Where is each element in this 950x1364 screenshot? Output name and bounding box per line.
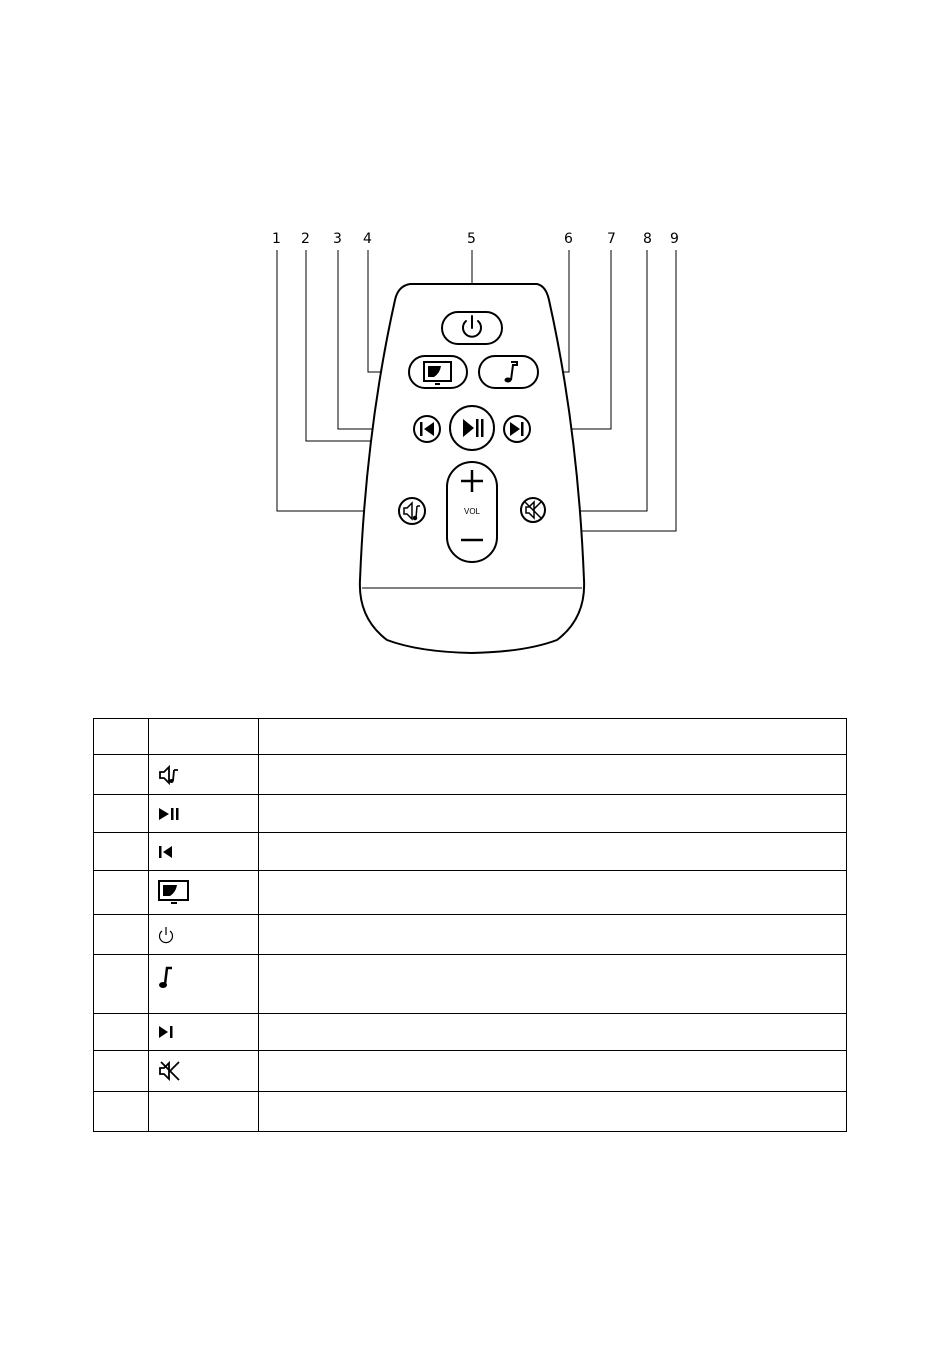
mute-button[interactable]	[521, 498, 545, 522]
row-num	[94, 755, 149, 795]
music-note-icon	[158, 965, 174, 991]
row-description	[259, 915, 847, 955]
row-icon-cell	[149, 915, 259, 955]
row-num	[94, 1014, 149, 1051]
table-header-row	[94, 719, 847, 755]
row-num	[94, 955, 149, 1014]
callout-9: 9	[670, 231, 679, 247]
callout-numbers	[272, 231, 679, 247]
row-icon-cell	[149, 833, 259, 871]
table-row	[94, 1014, 847, 1051]
power-icon	[158, 926, 174, 944]
table-row	[94, 1092, 847, 1132]
row-icon-cell	[149, 955, 259, 1014]
previous-track-icon	[158, 844, 174, 860]
row-icon-cell	[149, 871, 259, 915]
row-num	[94, 915, 149, 955]
row-num	[94, 871, 149, 915]
row-num	[94, 795, 149, 833]
source-audio-button[interactable]	[399, 498, 425, 524]
table-row	[94, 755, 847, 795]
table-row	[94, 795, 847, 833]
play-pause-icon	[158, 806, 180, 822]
callout-4: 4	[363, 231, 372, 247]
tv-source-button[interactable]	[409, 356, 467, 388]
callout-5: 5	[467, 231, 476, 247]
mute-icon	[158, 1060, 182, 1082]
play-pause-button[interactable]	[450, 406, 494, 450]
table-row	[94, 1051, 847, 1092]
tv-source-icon	[158, 880, 190, 906]
row-num	[94, 833, 149, 871]
callout-8: 8	[643, 231, 652, 247]
row-icon-cell	[149, 1014, 259, 1051]
row-icon-cell	[149, 755, 259, 795]
callout-7: 7	[607, 231, 616, 247]
callout-6: 6	[564, 231, 573, 247]
previous-track-button[interactable]	[414, 416, 440, 442]
row-description	[259, 1051, 847, 1092]
row-description	[259, 795, 847, 833]
row-description	[259, 871, 847, 915]
row-description	[259, 1092, 847, 1132]
power-button[interactable]	[442, 312, 502, 344]
header-description	[259, 719, 847, 755]
table-row	[94, 955, 847, 1014]
row-icon-cell	[149, 1092, 259, 1132]
table-row	[94, 871, 847, 915]
callout-2: 2	[301, 231, 310, 247]
source-audio-icon	[158, 765, 180, 785]
callout-1: 1	[272, 231, 281, 247]
row-description	[259, 955, 847, 1014]
row-description	[259, 833, 847, 871]
volume-rocker[interactable]	[447, 462, 497, 562]
row-num	[94, 1051, 149, 1092]
tv-source-icon	[424, 362, 451, 385]
table-row	[94, 915, 847, 955]
music-source-button[interactable]	[479, 356, 538, 388]
row-icon-cell	[149, 795, 259, 833]
callout-3: 3	[333, 231, 342, 247]
volume-label: VOL	[463, 507, 481, 516]
row-description	[259, 1014, 847, 1051]
row-description	[259, 755, 847, 795]
table-row	[94, 833, 847, 871]
legend-table	[93, 718, 847, 1132]
header-num	[94, 719, 149, 755]
header-icon	[149, 719, 259, 755]
row-num	[94, 1092, 149, 1132]
next-track-button[interactable]	[504, 416, 530, 442]
next-track-icon	[158, 1024, 174, 1040]
row-icon-cell	[149, 1051, 259, 1092]
